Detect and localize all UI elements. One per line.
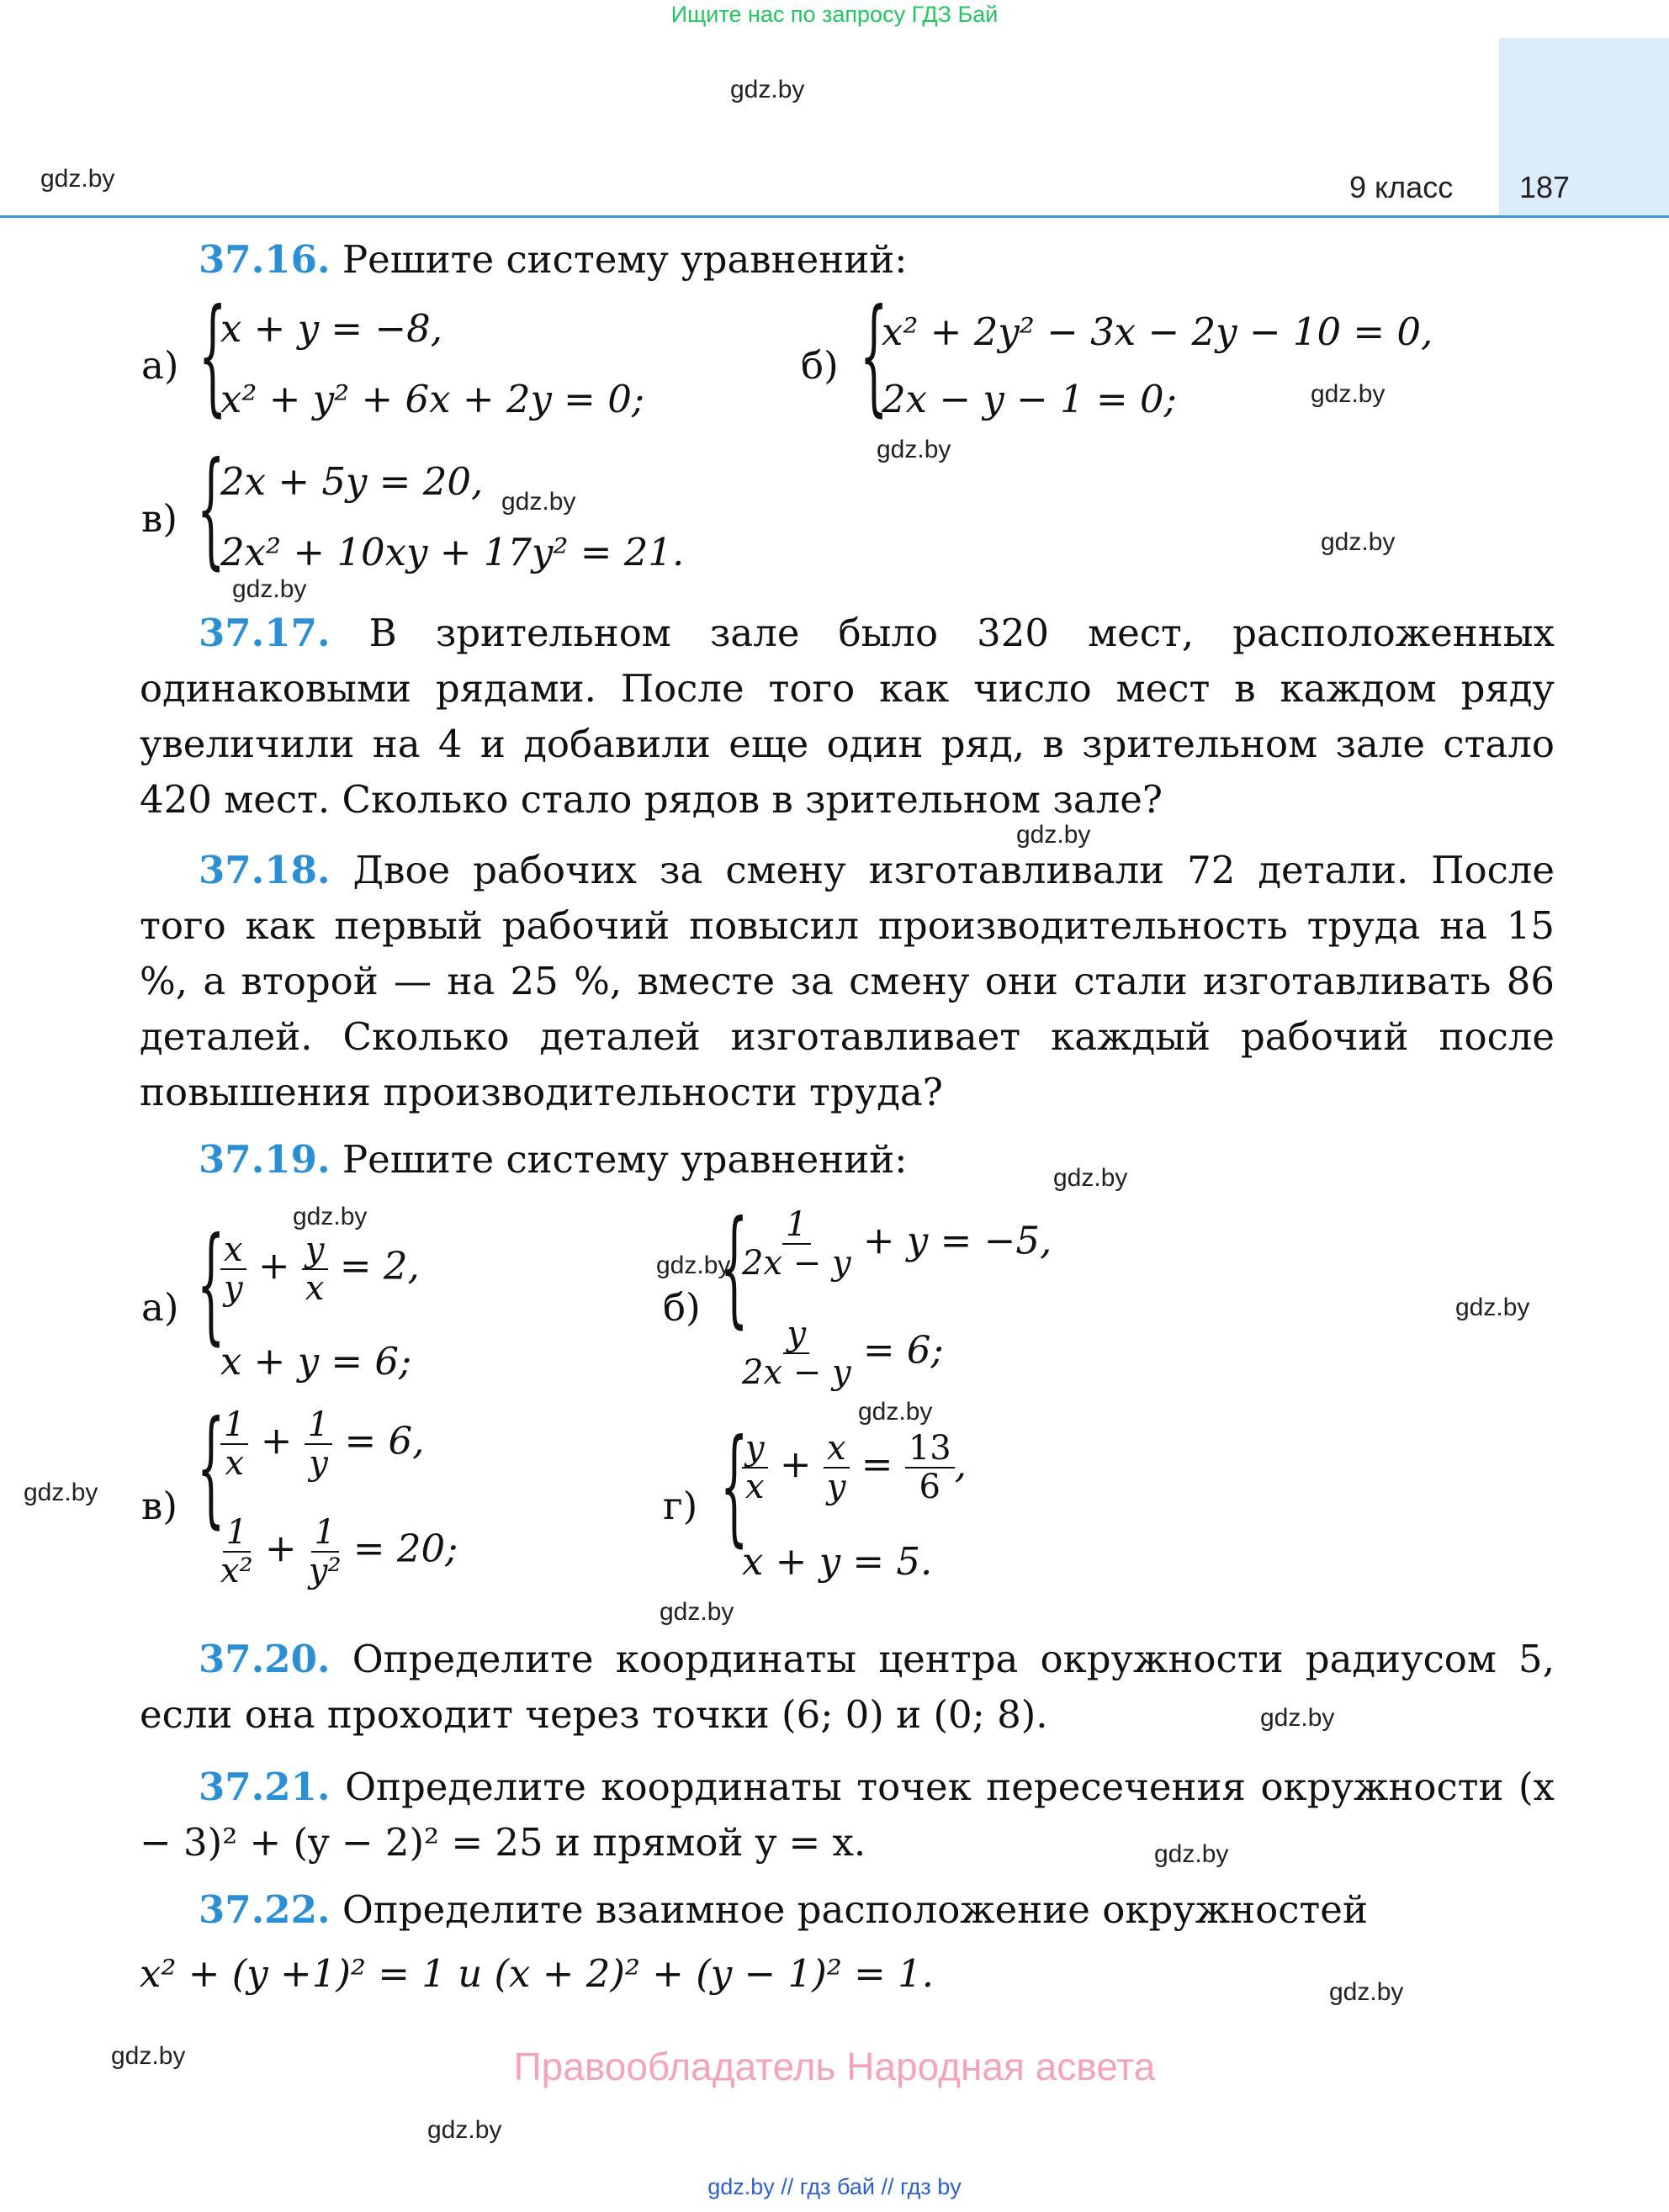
part-label: в) <box>141 496 177 541</box>
equation: x² + (y +1)² = 1 и (x + 2)² + (y − 1)² = 1. <box>140 1951 935 1996</box>
system-brace: { <box>199 283 227 429</box>
problem-37-19-heading <box>199 1137 907 1182</box>
equation: x + y = 6; <box>220 1339 412 1384</box>
equation: x + y = 5. <box>742 1539 933 1584</box>
copyright-notice: Правообладатель Народная асвета <box>513 2045 1156 2088</box>
problem-text: Решите систему уравнений: <box>342 1137 908 1182</box>
problem-text: Двое рабочих за смену изготавливали 72 детали. После того как первый рабочий повысил производительность труда на 15 %, а второй — на 25 %, вместе за смену они стали изготавливать 86 деталей. Сколько деталей изготавливает каждый рабочий после повышения производительности труда? <box>140 848 1555 1114</box>
system-brace: { <box>197 1211 225 1357</box>
problem-text: Определите координаты центра окружности радиусом 5, если она проходит через точки (6; 0) и (0; 8). <box>140 1637 1555 1737</box>
equation: $\frac{x}{y}$ + $\frac{y}{x}$ = 2, <box>220 1231 420 1307</box>
watermark: gdz.by <box>1260 1704 1335 1732</box>
problem-number: 37.19. <box>199 1137 331 1182</box>
equation: $\frac{y}{2x - y}$ = 6; <box>742 1315 944 1392</box>
system-brace: { <box>720 1194 749 1341</box>
problem-37-17 <box>140 606 1555 828</box>
system-brace: { <box>197 1394 225 1541</box>
fraction: $\frac{y}{x}$ <box>742 1430 768 1506</box>
watermark: gdz.by <box>1016 821 1091 849</box>
equation: x + y = −8, <box>220 306 443 351</box>
problem-number: 37.21. <box>199 1765 331 1809</box>
system-brace: { <box>197 436 225 582</box>
system-brace: { <box>860 283 888 429</box>
watermark: gdz.by <box>232 575 307 603</box>
equation: $\frac{1}{2x - y}$ + y = −5, <box>742 1205 1052 1283</box>
fraction: $\frac{y}{2x - y}$ <box>742 1315 851 1392</box>
page-number: 187 <box>1519 170 1571 204</box>
watermark: gdz.by <box>501 488 576 516</box>
fraction: $\frac{1}{2x - y}$ <box>742 1205 851 1283</box>
watermark: gdz.by <box>1455 1294 1530 1321</box>
watermark: gdz.by <box>660 1598 734 1626</box>
problem-number: 37.20. <box>199 1637 331 1681</box>
watermark: gdz.by <box>1329 1978 1404 2006</box>
fraction: $\frac{1}{y}$ <box>305 1406 332 1482</box>
equation: $\frac{1}{x}$ + $\frac{1}{y}$ = 6, <box>220 1406 425 1482</box>
watermark: gdz.by <box>24 1479 98 1506</box>
watermark: gdz.by <box>1053 1164 1128 1192</box>
equation: x² + y² + 6x + 2y = 0; <box>220 377 644 421</box>
problem-37-22-heading <box>199 1887 1368 1932</box>
equation: x² + 2y² − 3x − 2y − 10 = 0, <box>882 310 1433 354</box>
part-label: в) <box>141 1484 177 1528</box>
watermark: gdz.by <box>877 436 951 463</box>
part-label: б) <box>801 343 839 388</box>
fraction: $\frac{13}{6}$ <box>905 1430 955 1506</box>
problem-text: В зрительном зале было 320 мест, расположенных одинаковыми рядами. После того как число мест в каждом ряду увеличили на 4 и добавили еще один ряд, в зрительном зале стало 420 мест. Сколько стало рядов в зрительном зале? <box>140 611 1555 822</box>
problem-37-21 <box>140 1760 1555 1871</box>
fraction: $\frac{y}{x}$ <box>302 1231 328 1307</box>
problem-number: 37.18. <box>199 848 331 892</box>
problem-text: Решите систему уравнений: <box>342 237 908 282</box>
fraction: $\frac{x}{y}$ <box>220 1231 246 1307</box>
fraction: $\frac{1}{\text{x²}}$ <box>220 1513 253 1590</box>
problem-number: 37.17. <box>199 611 331 655</box>
equation: $\frac{y}{x}$ + $\frac{x}{y}$ = $\frac{13}{6}$ , <box>742 1430 967 1506</box>
watermark: gdz.by <box>40 165 115 193</box>
part-label: а) <box>141 343 179 388</box>
problem-text: Определите координаты точек пересечения окружности (x − 3)² + (y − 2)² = 25 и прямой y = x. <box>140 1765 1555 1865</box>
fraction: $\frac{x}{y}$ <box>824 1430 850 1506</box>
problem-37-16-heading <box>199 237 907 282</box>
equation: 2x − y − 1 = 0; <box>882 377 1177 421</box>
watermark: gdz.by <box>427 2116 502 2144</box>
problem-37-20 <box>140 1632 1555 1743</box>
problem-number: 37.16. <box>199 237 331 282</box>
watermark: gdz.by <box>1154 1840 1229 1868</box>
system-brace: { <box>720 1413 749 1559</box>
watermark: gdz.by <box>111 2042 186 2070</box>
watermark: gdz.by <box>730 76 805 103</box>
part-label: б) <box>663 1285 701 1330</box>
footer-links[interactable]: gdz.by // гдз бай // гдз by <box>707 2174 962 2199</box>
top-banner[interactable]: Ищите нас по запросу ГДЗ Бай <box>670 2 999 27</box>
fraction: $\frac{1}{\text{y²}}$ <box>308 1513 342 1590</box>
watermark: gdz.by <box>858 1398 933 1426</box>
part-label: г) <box>663 1484 698 1528</box>
problem-number: 37.22. <box>199 1887 331 1932</box>
part-label: а) <box>141 1285 179 1330</box>
watermark: gdz.by <box>293 1203 368 1230</box>
watermark: gdz.by <box>1311 380 1386 408</box>
watermark: gdz.by <box>1321 528 1396 556</box>
equation: 2x² + 10xy + 17y² = 21. <box>220 530 685 574</box>
problem-text: Определите взаимное расположение окружностей <box>342 1887 1368 1932</box>
grade-label: 9 класс <box>1349 170 1454 204</box>
equation: 2x + 5y = 20, <box>220 459 484 504</box>
equation: $\frac{1}{\text{x²}}$ + $\frac{1}{\text{y²}}$ = 20; <box>220 1513 458 1590</box>
watermark: gdz.by <box>656 1252 731 1279</box>
problem-37-18 <box>140 843 1555 1120</box>
fraction: $\frac{1}{x}$ <box>220 1406 248 1482</box>
header-divider <box>0 215 1669 218</box>
